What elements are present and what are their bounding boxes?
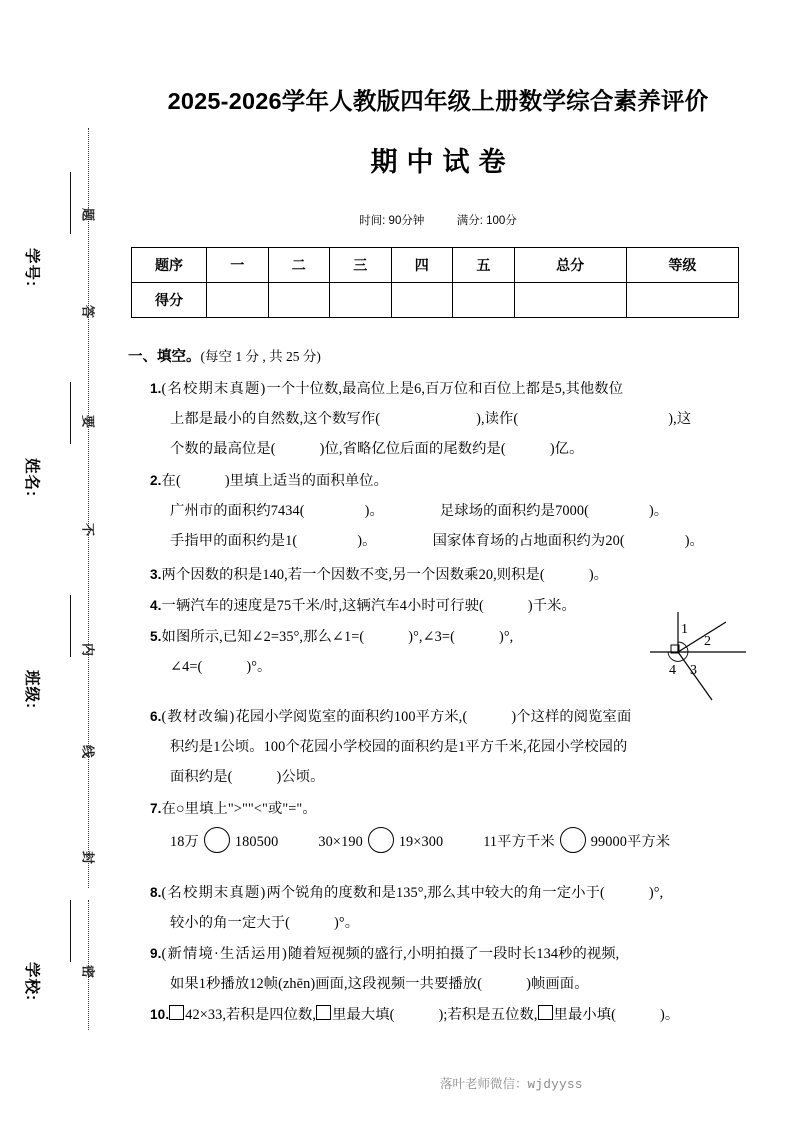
seal-label-school: 学校: [23, 962, 40, 1002]
question-text: 足球场的面积约是7000( [439, 503, 589, 519]
col-header-total: 总分 [514, 248, 626, 283]
score-cell-1[interactable] [207, 283, 269, 318]
score-cell-4[interactable] [391, 283, 453, 318]
question-6 [150, 702, 750, 792]
compare-left-2: 30×190 [318, 834, 363, 850]
question-text: )位,省略亿位后面的尾数约是( [319, 441, 506, 457]
table-row-scores [132, 283, 739, 318]
seal-char: 内 [80, 642, 96, 656]
question-text: 手指甲的面积约是1( [170, 533, 298, 549]
question-text: 两个锐角的度数和是135°,那么其中较大的角一定小于( [266, 885, 605, 901]
exam-paper-content [128, 0, 748, 1122]
question-text: )°。 [246, 659, 272, 675]
seal-char: 密 [80, 964, 96, 978]
exam-total-score: 满分: 100分 [456, 215, 517, 227]
question-text: 积约是1公顷。100个花园小学校园的面积约是1平方千米,花园小学校园的 [170, 739, 628, 755]
question-text: )公顷。 [276, 769, 325, 785]
question-line [150, 560, 750, 590]
seal-rule [70, 382, 71, 444]
comparison-circle[interactable] [368, 827, 394, 853]
question-text: 里最小填( [553, 1007, 616, 1023]
seal-char: 题 [80, 207, 96, 221]
watermark [440, 1074, 583, 1092]
question-text: 随着短视频的盛行,小明拍摄了一段时长134秒的视频, [287, 946, 620, 962]
score-cell-3[interactable] [330, 283, 392, 318]
col-header-3: 三 [330, 248, 392, 283]
compare-left-1: 18万 [170, 834, 199, 850]
question-line [150, 732, 750, 762]
question-text: 广州市的面积约7434( [170, 503, 305, 519]
question-line [150, 526, 750, 556]
question-number: 2. [150, 473, 162, 488]
question-text: )。 [684, 533, 704, 549]
question-number: 3. [150, 567, 162, 582]
question-line [150, 878, 750, 908]
question-text: 如图所示,已知∠2=35°,那么∠1=( [161, 629, 365, 645]
question-text: )个这样的阅览室面 [511, 709, 632, 725]
angle-label-3: 3 [690, 663, 697, 678]
question-text: )里填上适当的面积单位。 [224, 473, 389, 489]
question-tag: (教材改编) [161, 709, 236, 725]
question-text: )千米。 [527, 598, 576, 614]
question-line [150, 496, 750, 526]
question-number: 5. [150, 629, 162, 644]
question-9 [150, 939, 750, 999]
seal-label-class: 班级: [23, 670, 40, 710]
question-text: )亿。 [549, 441, 584, 457]
col-header-4: 四 [391, 248, 453, 283]
seal-label-name: 姓名: [23, 458, 40, 498]
angle-diagram [650, 612, 750, 704]
blank-box-icon[interactable] [169, 1005, 184, 1020]
question-1 [150, 374, 750, 464]
question-text: )帧画面。 [526, 976, 589, 992]
paper-subtitle: 期中试卷 [370, 147, 515, 177]
watermark-prefix: 落叶老师微信： [440, 1077, 528, 1091]
question-2 [150, 466, 750, 556]
question-tag: (名校期末真题) [161, 885, 267, 901]
row-label-score: 得分 [132, 283, 207, 318]
question-number: 1. [150, 381, 162, 396]
question-text: );若积是五位数, [438, 1007, 538, 1023]
section-heading-fill-in-blanks [128, 345, 321, 366]
seal-label-student-id: 学号: [23, 248, 40, 288]
compare-right-1: 180500 [234, 834, 279, 850]
question-line [150, 466, 750, 496]
question-text: 国家体育场的占地面积约为20( [432, 533, 625, 549]
blank-box-icon[interactable] [538, 1005, 553, 1020]
question-text: 花园小学阅览室的面积约100平方米,( [235, 709, 468, 725]
row-label-question-no: 题序 [132, 248, 207, 283]
question-text: 两个因数的积是140,若一个因数不变,另一个因数乘20,则积是( [161, 567, 545, 583]
question-text: )°,∠3=( [408, 629, 455, 645]
seal-char: 答 [80, 304, 96, 318]
question-number: 6. [150, 709, 162, 724]
question-text: 在( [161, 473, 181, 489]
question-text: 面积约是( [170, 769, 233, 785]
question-text: 上都是最小的自然数,这个数写作( [170, 411, 381, 427]
comparison-circle[interactable] [204, 827, 230, 853]
col-header-1: 一 [207, 248, 269, 283]
question-text: )。 [357, 533, 377, 549]
col-header-2: 二 [268, 248, 330, 283]
question-text: 里最大填( [332, 1007, 395, 1023]
question-text: 较小的角一定大于( [170, 915, 291, 931]
score-cell-total[interactable] [514, 283, 626, 318]
col-header-grade: 等级 [626, 248, 738, 283]
question-text: )°, [648, 885, 664, 901]
angle-label-2: 2 [704, 634, 711, 649]
question-line [150, 374, 750, 404]
question-line [150, 762, 750, 792]
question-line [150, 702, 750, 732]
question-line [150, 794, 750, 824]
question-number: 7. [150, 801, 162, 816]
section-heading-text: 一、填空。 [128, 349, 201, 365]
question-text: )。 [648, 503, 669, 519]
exam-duration: 时间: 90分钟 [359, 215, 425, 227]
seal-rule [70, 172, 71, 234]
question-number: 4. [150, 598, 162, 613]
question-text: 42×33,若积是四位数, [185, 1007, 317, 1023]
seal-rule [70, 595, 71, 657]
question-number: 10. [150, 1007, 170, 1022]
question-tag: (名校期末真题) [161, 381, 267, 397]
seal-char: 线 [80, 744, 96, 758]
seal-char: 要 [80, 414, 96, 428]
question-text: )。 [588, 567, 609, 583]
compare-right-3: 99000平方米 [590, 834, 671, 850]
question-10 [150, 1000, 750, 1030]
comparison-circle[interactable] [560, 827, 586, 853]
question-7 [150, 794, 750, 860]
question-line [150, 908, 750, 938]
question-tag: (新情境·生活运用) [161, 946, 288, 962]
compare-right-2: 19×300 [398, 834, 444, 850]
angle-label-1: 1 [681, 622, 688, 637]
question-text: )。 [364, 503, 384, 519]
question-line [150, 404, 750, 434]
watermark-id: wjdyyss [527, 1078, 583, 1092]
question-text: 一个十位数,最高位上是6,百万位和百位上都是5,其他数位 [266, 381, 624, 397]
question-text: )°, [498, 629, 514, 645]
seal-dashed-line [88, 128, 89, 888]
question-line [150, 434, 750, 464]
question-text: ∠4=( [170, 659, 203, 675]
question-text: 如果1秒播放12帧(zhēn)画面,这段视频一共要播放( [170, 976, 483, 992]
seal-char: 不 [80, 522, 96, 536]
question-text: )。 [660, 1007, 680, 1023]
question-line [150, 1000, 750, 1030]
question-line [150, 939, 750, 969]
question-8 [150, 878, 750, 938]
question-text: 个数的最高位是( [170, 441, 276, 457]
seal-binding-area [0, 0, 118, 1122]
question-number: 9. [150, 946, 162, 961]
col-header-5: 五 [453, 248, 515, 283]
question-text: 一辆汽车的速度是75千米/时,这辆汽车4小时可行驶( [161, 598, 484, 614]
score-table [131, 247, 739, 318]
question-line-comparisons [150, 824, 750, 860]
question-text: ),读作( [476, 411, 519, 427]
section-points: (每空 1 分 , 共 25 分) [200, 349, 321, 364]
seal-rule [70, 900, 71, 962]
question-3 [150, 560, 750, 590]
question-text: 在○里填上">""<"或"="。 [161, 801, 317, 817]
seal-char: 封 [80, 850, 96, 864]
question-line [150, 969, 750, 999]
blank-box-icon[interactable] [316, 1005, 331, 1020]
table-row-header [132, 248, 739, 283]
exam-meta [128, 212, 748, 228]
score-cell-grade[interactable] [626, 283, 738, 318]
angle-label-4: 4 [669, 663, 676, 678]
question-text: )°。 [334, 915, 360, 931]
question-number: 8. [150, 885, 162, 900]
page-title: 2025-2026学年人教版四年级上册数学综合素养评价 [167, 88, 709, 114]
score-cell-2[interactable] [268, 283, 330, 318]
score-cell-5[interactable] [453, 283, 515, 318]
question-text: ),这 [668, 411, 692, 427]
compare-left-3: 11平方千米 [483, 834, 555, 850]
